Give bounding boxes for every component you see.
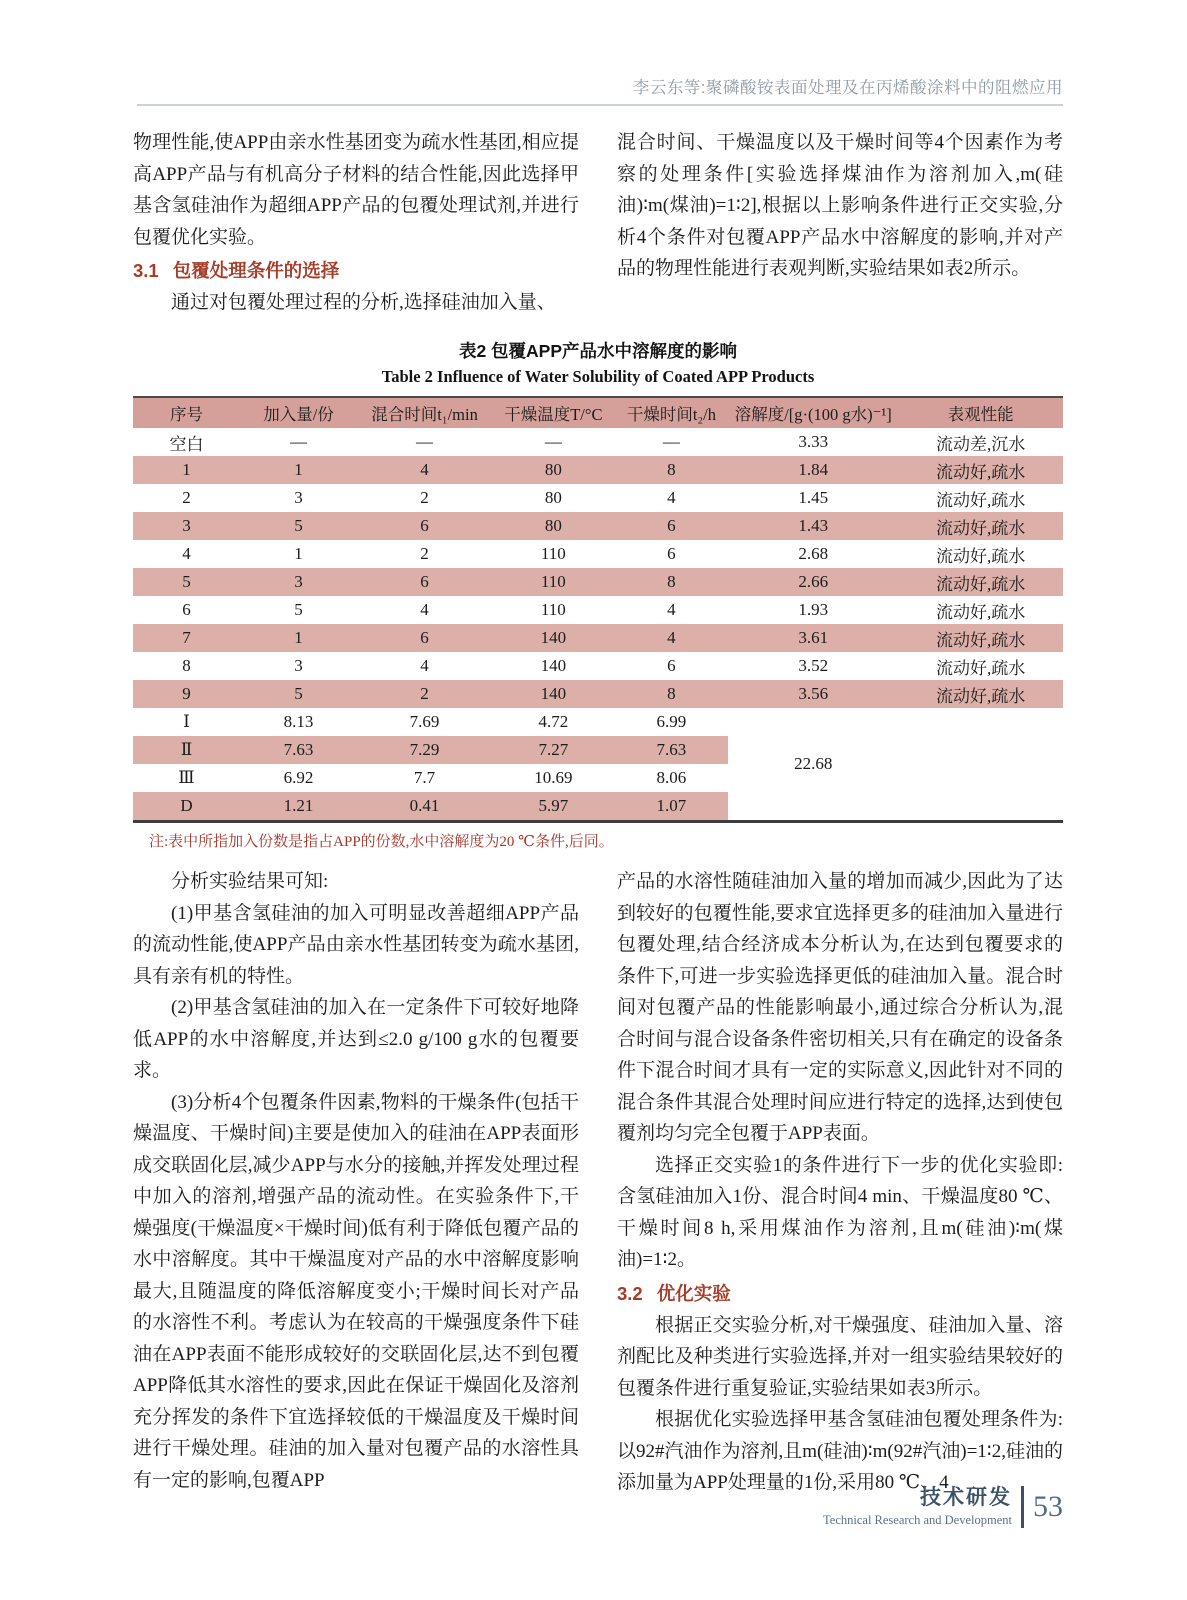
section-number: 3.1: [133, 260, 159, 281]
table-cell: 8.13: [283, 712, 314, 731]
table-cell: 1.84: [728, 456, 898, 484]
table2-block: [133, 338, 1063, 851]
table-cell: 0.41: [357, 792, 492, 822]
table-cell: 6: [667, 656, 676, 675]
footer-section-en: Technical Research and Development: [823, 1513, 1012, 1527]
table-row: [133, 512, 1063, 540]
table-cell: 110: [540, 600, 566, 619]
table-cell: 140: [492, 624, 615, 652]
table-cell: D: [133, 792, 240, 822]
column-header: 表观性能: [898, 397, 1063, 428]
table-cell: 6: [615, 512, 728, 540]
table-cell: 4: [615, 624, 728, 652]
table-cell: 6: [357, 512, 492, 540]
table-cell: 2: [182, 488, 191, 507]
table-row: [133, 540, 1063, 568]
paragraph: 选择正交实验1的条件进行下一步的优化实验即:含氢硅油加入1份、混合时间4 min、干燥温度80 ℃、干燥时间8 h,采用煤油作为溶剂,且m(硅油)∶m(煤油)=1∶2。: [617, 1154, 1063, 1270]
table-cell: 5.97: [492, 792, 615, 822]
header-rule: [137, 104, 1063, 106]
table-cell: 4.72: [538, 712, 569, 731]
table-cell: 7: [133, 624, 240, 652]
table-cell: —: [416, 432, 434, 451]
table-cell: 3.52: [798, 656, 829, 675]
table-row: [133, 652, 1063, 680]
table-cell: 1.45: [798, 488, 829, 507]
table-cell: —: [544, 432, 562, 451]
footer-page-number: 53: [1033, 1490, 1063, 1523]
section-number: 3.2: [617, 1282, 643, 1304]
table-cell: 4: [420, 656, 429, 675]
table-cell: 4: [667, 600, 676, 619]
table-cell: 7.29: [357, 736, 492, 764]
table-cell: 1.21: [240, 792, 357, 822]
paragraph: 物理性能,使APP由亲水性基团变为疏水性基团,相应提高APP产品与有机高分子材料的结合性能,因此选择甲基含氢硅油作为超细APP产品的包覆处理试剂,并进行包覆优化实验。: [133, 132, 579, 248]
section-heading: [133, 255, 579, 286]
table-cell: 3: [294, 488, 303, 507]
table-cell: 2: [420, 544, 429, 563]
table-cell: 4: [357, 456, 492, 484]
column-header: 干燥温度T/°C: [492, 397, 615, 428]
merged-solubility-cell: 22.68: [728, 708, 898, 822]
column-top-right: [617, 127, 1063, 319]
table-cell: 流动好,疏水: [936, 490, 1026, 510]
table2-caption-en: Table 2 Influence of Water Solubility of Coated APP Products: [381, 367, 815, 386]
column-header: 序号: [133, 397, 240, 428]
column-bottom-right: [617, 866, 1063, 1499]
table-row: [133, 484, 1063, 512]
table-cell: 80: [492, 512, 615, 540]
table-cell: 3: [240, 568, 357, 596]
table-cell: 流动好,疏水: [898, 456, 1063, 484]
table-cell: 140: [492, 680, 615, 708]
table-cell: 流动好,疏水: [898, 512, 1063, 540]
table-row: [133, 568, 1063, 596]
column-header: 混合时间t₁/min: [357, 397, 492, 428]
table-cell: 1: [240, 624, 357, 652]
table-cell: Ⅱ: [133, 736, 240, 764]
table-cell: 3.61: [728, 624, 898, 652]
table-cell: 6: [182, 600, 191, 619]
table-cell: 7.69: [409, 712, 440, 731]
table-cell: 8.06: [656, 768, 687, 787]
table-cell: 1.07: [615, 792, 728, 822]
table-cell: 2: [357, 680, 492, 708]
table-cell: 8: [615, 568, 728, 596]
section-title: 优化实验: [656, 1282, 731, 1304]
table-row: [133, 680, 1063, 708]
running-title: 李云东等:聚磷酸铵表面处理及在丙烯酸涂料中的阻燃应用: [632, 79, 1063, 97]
table-cell: 1: [294, 544, 303, 563]
table-cell: 110: [540, 544, 566, 563]
table-cell: 6.99: [656, 712, 687, 731]
table-row: [133, 624, 1063, 652]
paragraph: 通过对包覆处理过程的分析,选择硅油加入量、: [171, 292, 556, 313]
column-header: 加入量/份: [240, 397, 357, 428]
page-footer: [823, 1486, 1063, 1528]
table-cell: 7.27: [492, 736, 615, 764]
table-cell: 110: [492, 568, 615, 596]
paragraph: 根据优化实验选择甲基含氢硅油包覆处理条件为:以92#汽油作为溶剂,且m(硅油)∶m(92#汽油)=1∶2,硅油的添加量为APP处理量的1份,采用80 ℃、4: [617, 1409, 1063, 1493]
table-cell: —: [290, 432, 308, 451]
column-header: 溶解度/[g·(100 g水)⁻¹]: [728, 397, 898, 428]
table-cell: 5: [294, 600, 303, 619]
table-cell: 1: [240, 456, 357, 484]
table-cell: —: [662, 432, 680, 451]
table-cell: 流动好,疏水: [936, 658, 1026, 678]
table-cell: 3.56: [728, 680, 898, 708]
table-row: [133, 428, 1063, 456]
paragraph: (3)分析4个包覆条件因素,物料的干燥条件(包括干燥温度、干燥时间)主要是使加入的硅油在APP表面形成交联固化层,减少APP与水分的接触,并挥发处理过程中加入的溶剂,增强产品的流动性。在实验条件下,干燥强度(干燥温度×干燥时间)低有利于降低包覆产品的水中溶解度。其中干燥温度对产品的水中溶解度影响最大,且随温度的降低溶解度变小;干燥时间长对产品的水溶性不利。考虑认为在较高的干燥强度条件下硅油在APP表面不能形成较好的交联固化层,达不到包覆APP降低其水溶性的要求,因此在保证干燥固化及溶剂充分挥发的条件下宜选择较低的干燥温度及干燥时间进行干燥处理。硅油的加入量对包覆产品的水溶性具有一定的影响,包覆APP: [133, 1091, 579, 1491]
table-cell: 空白: [169, 434, 204, 454]
table-cell: 5: [133, 568, 240, 596]
table-cell: 2.68: [798, 544, 829, 563]
table-cell: 流动好,疏水: [936, 546, 1026, 566]
table-cell: 4: [667, 488, 676, 507]
table-cell: 1: [133, 456, 240, 484]
paragraph: 混合时间、干燥温度以及干燥时间等4个因素作为考察的处理条件[实验选择煤油作为溶剂加入,m(硅油)∶m(煤油)=1∶2],根据以上影响条件进行正交实验,分析4个条件对包覆APP产品水中溶解度的影响,并对产品的物理性能进行表观判断,实验结果如表2所示。: [617, 132, 1063, 279]
footer-section-zh: 技术研发: [920, 1486, 1012, 1509]
table-cell: 3: [294, 656, 303, 675]
table-cell: 3.33: [798, 432, 829, 451]
paragraph: (1)甲基含氢硅油的加入可明显改善超细APP产品的流动性能,使APP产品由亲水性基团转变为疏水基团,具有亲有机的特性。: [133, 902, 579, 987]
table-row: [133, 456, 1063, 484]
column-top-left: [133, 127, 579, 319]
table-cell: Ⅰ: [183, 712, 190, 731]
columns-top: [133, 127, 1063, 319]
table-cell: 2: [420, 488, 429, 507]
table2-note: 注:表中所指加入份数是指占APP的份数,水中溶解度为20 ℃条件,后同。: [149, 834, 614, 850]
table-stat-row: [133, 708, 1063, 736]
table-cell: 7.7: [413, 768, 436, 787]
table-cell: 6: [667, 544, 676, 563]
section-heading: [617, 1278, 1063, 1309]
table-cell: 9: [133, 680, 240, 708]
table2: [133, 396, 1063, 823]
table-cell: 流动好,疏水: [898, 624, 1063, 652]
table-cell: 流动好,疏水: [898, 680, 1063, 708]
table-cell: 8: [615, 680, 728, 708]
table-cell: Ⅲ: [178, 768, 195, 787]
table-cell: 流动差,沉水: [936, 434, 1026, 454]
paragraph: 产品的水溶性随硅油加入量的增加而减少,因此为了达到较好的包覆性能,要求宜选择更多的硅油加入量进行包覆处理,结合经济成本分析认为,在达到包覆要求的条件下,可进一步实验选择更低的硅油加入量。混合时间对包覆产品的性能影响最小,通过综合分析认为,混合时间与混合设备条件密切相关,只有在确定的设备条件下混合时间才具有一定的实际意义,因此针对不同的混合条件其混合处理时间应进行特定的选择,达到使包覆剂均匀完全包覆于APP表面。: [617, 871, 1063, 1144]
empty-appearance-cell: [898, 708, 1063, 822]
table-cell: 8: [615, 456, 728, 484]
table-cell: 7.63: [615, 736, 728, 764]
column-header: 干燥时间t₂/h: [615, 397, 728, 428]
table-cell: 80: [544, 488, 562, 507]
column-bottom-left: [133, 866, 579, 1499]
table-cell: 7.63: [240, 736, 357, 764]
table-cell: 140: [540, 656, 567, 675]
paragraph: 分析实验结果可知:: [171, 871, 329, 892]
paragraph: (2)甲基含氢硅油的加入在一定条件下可较好地降低APP的水中溶解度,并达到≤2.0 g/100 g水的包覆要求。: [133, 997, 579, 1081]
footer-divider: [1021, 1486, 1024, 1528]
table-cell: 1.93: [798, 600, 829, 619]
paragraph: 根据正交实验分析,对干燥强度、硅油加入量、溶剂配比及种类进行实验选择,并对一组实验结果较好的包覆条件进行重复验证,实验结果如表3所示。: [617, 1314, 1063, 1399]
table-cell: 80: [492, 456, 615, 484]
table-cell: 3: [133, 512, 240, 540]
table-cell: 6.92: [283, 768, 314, 787]
table-cell: 5: [240, 680, 357, 708]
table-cell: 1.43: [728, 512, 898, 540]
table-cell: 4: [420, 600, 429, 619]
footer-section: [823, 1486, 1012, 1528]
table2-head-row: [133, 397, 1063, 428]
section-title: 包覆处理条件的选择: [172, 260, 340, 281]
columns-bottom: [133, 866, 1063, 1499]
table-cell: 8: [182, 656, 191, 675]
table-cell: 流动好,疏水: [898, 568, 1063, 596]
table2-body: [133, 428, 1063, 822]
table-cell: 6: [357, 624, 492, 652]
table-cell: 10.69: [534, 768, 573, 787]
table-cell: 6: [357, 568, 492, 596]
table-row: [133, 596, 1063, 624]
table2-caption-zh: 表2 包覆APP产品水中溶解度的影响: [458, 341, 738, 361]
table-cell: 5: [240, 512, 357, 540]
table-cell: 2.66: [728, 568, 898, 596]
table-cell: 流动好,疏水: [936, 602, 1026, 622]
table-cell: 4: [182, 544, 191, 563]
